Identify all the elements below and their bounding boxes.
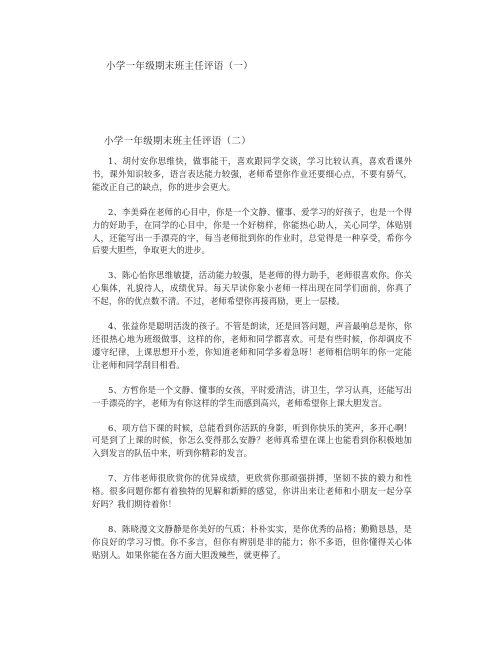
comment-paragraph-3: 3、陈心怡你思维敏捷，活动能力较强，是老师的得力助手，老师很喜欢你。你关心集体，礼貌待人，成绩优异。每天早读你象小老师一样出现在同学们面前，你真了不起，你的优点数不清。不过，老师希望你再接再励，更上一层楼。 [92,270,412,307]
comment-paragraph-6: 6、项方信下课的时候，总能看到你活跃的身影，听到你快乐的笑声，多开心啊！可是到了上课的时候，你怎么变得那么安静？老师真希望在课上也能看到你积极地加入到发言的队伍中来，听到你精彩的发言。 [92,422,412,459]
document-title-one: 小学一年级期末班主任评语（一） [106,61,254,72]
document-body [92,155,412,574]
document-title-two: 小学一年级期末班主任评语（二） [104,136,252,147]
comment-paragraph-1: 1、胡付安你思维快，做事能干，喜欢跟同学交谈，学习比较认真，喜欢看课外书，课外知识较多，语言表达能力较强，老师希望你作业还要细心点，不要有骄气，能改正自己的缺点，你的进步会更大。 [92,156,412,192]
comment-paragraph-4: 4、张益你是聪明活泼的孩子。不管是朗读，还是回答问题，声音最响总是你，你还很热心地为班级做事，这样的你，老师和同学都喜欢。可是有些时候，你却调皮不遵守纪律，上课思想开小差，你知道老师和同学多着急呀！老师相信明年的你一定能让老师和同学刮目相看。 [92,321,412,370]
comment-paragraph-5: 5、方哲你是一个文静、懂事的女孩，平时爱清洁，讲卫生，学习认真，还能写出一手漂亮的字，老师为有你这样的学生而感到高兴，老师希望你上课大胆发言。 [92,384,412,408]
comment-paragraph-7: 7、方伟老师很欣赏你的优异成绩，更欣赏你那顽强拼搏，坚韧不拔的毅力和性格。很多问题你都有着独特的见解和新鲜的感觉，你讲出来让老师和小朋友一起分享好吗？我们期待着你！ [92,473,412,510]
comment-paragraph-8: 8、陈晓漫文文静静是你美好的气质；朴朴实实，是你优秀的品格；勤勤恳恳，是你良好的学习习惯。你不多言，但你有辨别是非的能力；你不多语，但你懂得关心体贴别人。如果你能在各方面大胆泼辣些，就更棒了。 [92,523,412,560]
comment-paragraph-2: 2、李美舜在老师的心目中，你是一个文静、懂事、爱学习的好孩子，也是一个得力的好助手，在同学的心目中，你是一个好榜样，你能热心助人，关心同学，体贴别人，还能写出一手漂亮的字，每当老师批到你的作业时，总觉得是一种享受，希你今后要大胆些，争取更大的进步。 [92,206,412,256]
